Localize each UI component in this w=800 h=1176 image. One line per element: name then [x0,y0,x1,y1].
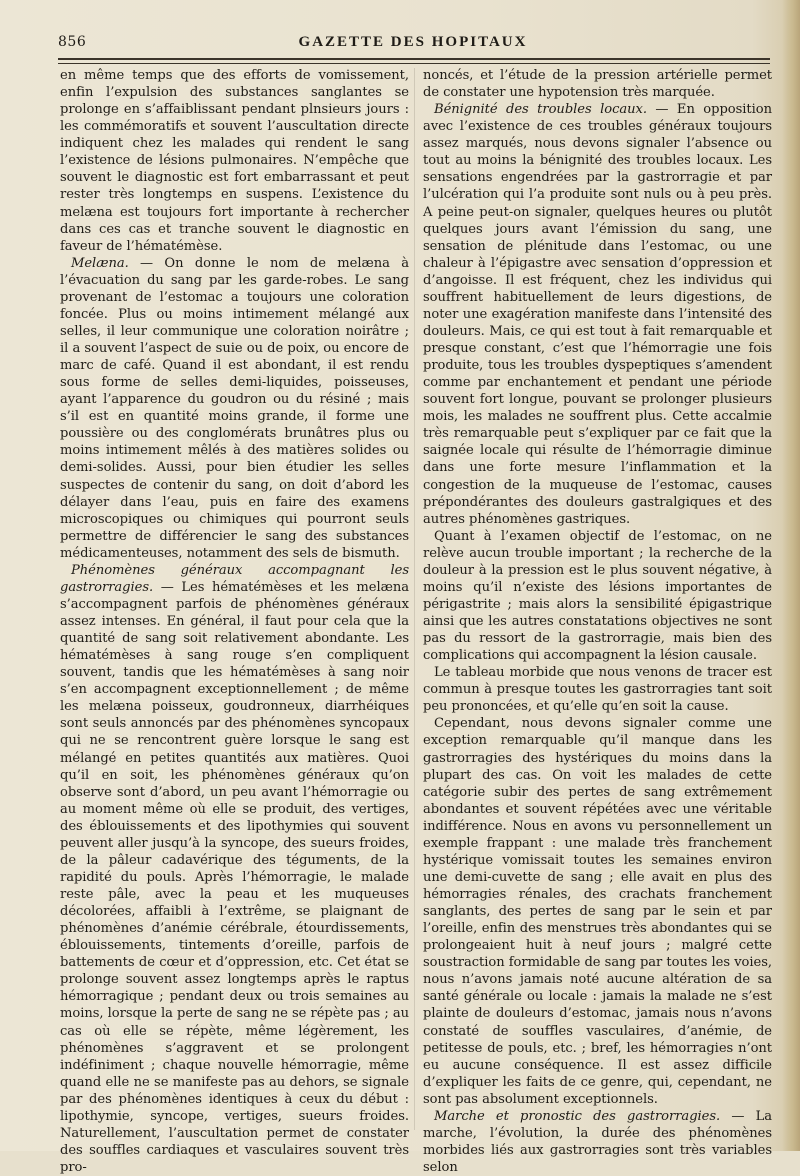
paragraph: Le tableau morbide que nous venons de tracer est commun à presque toutes les gastrorragies tant soit peu prononcées, et qu’elle qu’en soit la cause. [423,665,772,715]
paragraph: noncés, et l’étude de la pression artérielle permet de constater une hypotension très marquée. [423,68,772,101]
paragraph-text: — La marche, l’évolution, la durée des phénomènes morbides liés aux gastrorragies sont très variables selon [423,1108,773,1175]
right-column [423,67,772,1176]
paragraph-melaena [60,255,409,562]
paragraph: en même temps que des efforts de vomissement, enfin l’expulsion des substances sanglantes se prolonge en s’affaiblissant pendant plnsieurs jours : les commémoratifs et souvent l’auscultation directe indiquent chez les malades qui rendent le sang l’existence de lésions pulmonaires. N’empêche que souvent le diagnostic est fort embarrassant et peut rester très longtemps en suspens. L’existence du melæna est toujours fort importante à rechercher dans ces cas et tranche souvent le diagnostic en faveur de l’hématémèse. [60,68,409,254]
column-gutter [414,68,415,1130]
journal-title: GAZETTE DES HOPITAUX [298,34,528,50]
paragraph: Cependant, nous devons signaler comme une exception remarquable qu’il manque dans les gastrorragies des hystériques du moins dans la plupart des cas. On voit les malades de cette catégorie subir des pertes de sang extrêmement abondantes et souvent répétées avec une véritable indifférence. Nous en avons vu personnellement un exemple frappant : une malade très franchement hystérique vomissait toutes les semaines environ une demi-cuvette de sang ; elle avait en plus des hémorragies rénales, des crachats franchement sanglants, des pertes de sang par le sein et par l’oreille, enfin des menstrues très abondantes qui se prolongeaient huit à neuf jours ; malgré cette soustraction formidable de sang par toutes les voies, nous n’avons jamais noté aucune altération de sa santé générale ou locale : jamais la malade ne s’est plainte de douleurs d’estomac, jamais nous n’avons constaté de souffles vasculaires, d’anémie, de petitesse de pouls, etc. ; bref, les hémorragies n’ont eu aucune conséquence. Il est assez difficile d’expliquer les faits de ce genre, qui, cependant, ne sont pas absolument exceptionnels. [423,716,772,1107]
paragraph-text: — En opposition avec l’existence de ces troubles généraux toujours assez marqués, nous devons signaler l’absence ou tout au moins la bénignité des troubles locaux. Les sensations engendrées par la gastrorragie et par l’ulcération qui l’a produite sont nuls ou à peu près. A peine peut-on signaler, quelques heures ou plutôt quelques jours avant l’émission du sang, une sensation de plénitude dans l’estomac, ou une chaleur à l’épigastre avec sensation d’oppression et d’angoisse. Il est fréquent, chez les individus qui souffrent habituellement de leurs digestions, de noter une exagération manifeste dans l’intensité des douleurs. Mais, ce qui est tout à fait remarquable et presque constant, c’est que l’hémorragie une fois produite, tous les troubles dyspeptiques s’amendent comme par enchantement et pendant une période souvent fort longue, pouvant se prolonger plusieurs mois, les malades ne souffrent plus. Cette accalmie très remarquable peut s’expliquer par ce fait que la saignée locale qui résulte de l’hémorragie diminue dans une forte mesure l’inflammation et la congestion de la muqueuse de l’estomac, causes prépondérantes des douleurs gastralgiques et des autres phénomènes gastriques. [423,102,772,527]
section-heading-prognosis: Marche et pronostic des gastrorragies. [434,1108,721,1124]
paragraph-prognosis [423,1108,772,1176]
page-number: 856 [58,34,87,50]
page-edge-shadow [782,0,800,1151]
header-rule-thin [58,63,770,64]
paragraph-general-phenomena [60,562,409,1176]
header-rule-thick [58,58,770,60]
page-header [58,30,768,56]
paragraph: Quant à l’examen objectif de l’estomac, on ne relève aucun trouble important ; la recherche de la douleur à la pression est le plus souvent négative, à moins qu’il n’existe des lésions importantes de périgastrite ; mais alors la sensibilité épigastrique ainsi que les autres constatations objectives ne sont pas du ressort de la gastrorragie, mais bien des complications qui accompagnent la lésion causale. [423,528,772,664]
paragraph-text: — Les hématémèses et les melæna s’accompagnent parfois de phénomènes généraux assez intenses. En général, il faut pour cela que la quantité de sang soit relativement abondante. Les hématémèses à sang rouge s’en compliquent souvent, tandis que les hématémèses à sang noir s’en accompagnent exceptionnellement ; de même les melæna poisseux, goudronneux, diarrhéiques sont seuls annoncés par des phénomènes syncopaux qui ne se rencontrent guère lorsque le sang est mélangé en petites quantités aux matières. Quoi qu’il en soit, les phénomènes généraux qu’on observe sont d’abord, un peu avant l’hémorragie ou au moment même où elle se produit, des vertiges, des éblouissements et des lipothymies qui souvent peuvent aller jusqu’à la syncope, des sueurs froides, de la pâleur cadavérique des téguments, de la rapidité du pouls. Après l’hémorragie, le malade reste pâle, avec la peau et les muqueuses décolorées, affaibli à l’extrême, se plaignant de phénomènes d’anémie cérébrale, étourdissements, éblouissements, tintements d’oreille, parfois de battements de cœur et d’oppression, etc. Cet état se prolonge souvent assez longtemps après le raptus hémorragique ; pendant deux ou trois semaines au moins, lorsque la perte de sang ne se répète pas ; au cas où elle se répète, même légèrement, les phénomènes s’aggravent et se prolongent indéfiniment ; chaque nouvelle hémorragie, même quand elle ne se manifeste pas au dehors, se signale par des phénomènes identiques à ceux du début : lipothymie, syncope, vertiges, sueurs froides. Naturellement, l’auscultation permet de constater des souffles cardiaques et vasculaires souvent très pro- [60,579,409,1175]
section-heading-general-phenomena: Phénomènes généraux accompagnant les gastrorragies. [60,562,409,595]
paragraph-text: — On donne le nom de melæna à l’évacuation du sang par les garde-robes. Le sang provenant de l’estomac a toujours une coloration foncée. Plus ou moins intimement mélangé aux selles, il leur communique une coloration noirâtre ; il a souvent l’aspect de suie ou de poix, ou encore de marc de café. Quand il est abondant, il est rendu sous forme de selles demi-liquides, poisseuses, ayant l’apparence du goudron ou du résiné ; mais s’il est en quantité moins grande, il forme une poussière ou des conglomérats brunâtres plus ou moins intimement mêlés à des matières solides ou demi-solides. Aussi, pour bien étudier les selles suspectes de contenir du sang, on doit d’abord les délayer dans l’eau, puis en faire des examens microscopiques ou chimiques qui pourront seuls permettre de différencier le sang des substances médicamenteuses, notamment des sels de bismuth. [60,255,409,561]
section-heading-melaena: Melæna. [71,255,129,271]
paragraph-local-troubles [423,101,772,528]
left-column [60,67,409,1176]
section-heading-local-troubles: Bénignité des troubles locaux. [434,102,647,118]
